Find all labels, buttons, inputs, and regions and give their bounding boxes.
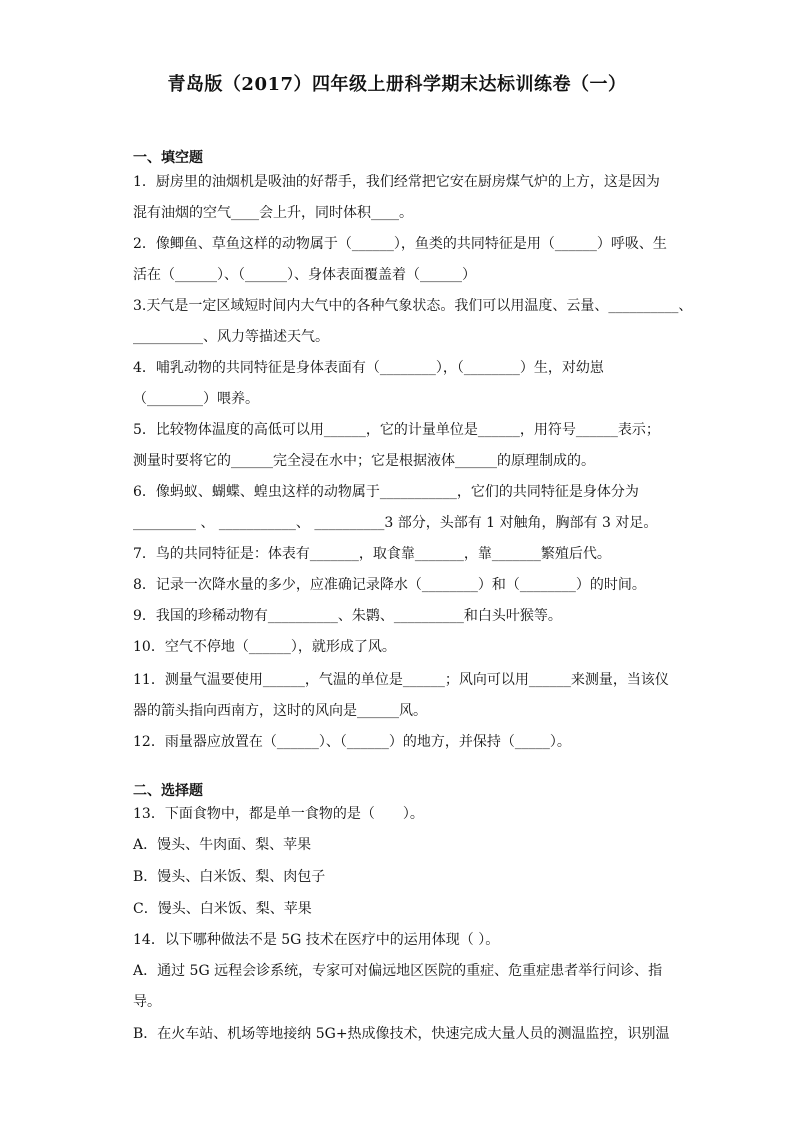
choice-line: 导。 [133,994,161,1010]
question-line: _________ 、 ___________、 __________3 部分，头部有 1 对触角，胸部有 3 对足。 [133,515,658,531]
question-line: 10．空气不停地（______），就形成了风。 [133,639,396,655]
question-line: 8．记录一次降水量的多少，应准确记录降水（________）和（________）的时间。 [133,577,646,593]
page-title: 青岛版（2017）四年级上册科学期末达标训练卷（一） [167,74,627,95]
question-line: 3.天气是一定区域短时间内大气中的各种气象状态。我们可以用温度、云量、__________、 [133,298,693,314]
section-heading-choice: 二、选择题 [133,783,203,799]
choice-line: C．馒头、白米饭、梨、苹果 [133,901,312,917]
question-line: 测量时要将它的______完全浸在水中；它是根据液体______的原理制成的。 [133,453,595,469]
question-line: 11．测量气温要使用______，气温的单位是______；风向可以用______来测量，当该仪 [133,672,669,688]
question-line: 器的箭头指向西南方，这时的风向是______风。 [133,703,427,719]
question-line: 活在（______）、（______）、身体表面覆盖着（______） [133,267,476,283]
choice-line: A．馒头、牛肉面、梨、苹果 [133,837,312,853]
question-line: 7．鸟的共同特征是：体表有_______，取食靠_______，靠_______繁殖后代。 [133,546,611,562]
question-line: __________、风力等描述天气。 [133,329,329,345]
question-line: 9．我国的珍稀动物有__________、朱鹮、__________和白头叶猴等。 [133,608,562,624]
question-line: 2．像鲫鱼、草鱼这样的动物属于（______），鱼类的共同特征是用（______）呼吸、生 [133,236,667,252]
choice-line: B．在火车站、机场等地接纳 5G+热成像技术，快速完成大量人员的测温监控，识别温 [133,1026,670,1042]
choice-line: B．馒头、白米饭、梨、肉包子 [133,869,326,885]
choice-line: 13．下面食物中，都是单一食物的是（ ）。 [133,806,424,822]
question-line: 1．厨房里的油烟机是吸油的好帮手，我们经常把它安在厨房煤气炉的上方，这是因为 [133,174,660,190]
question-line: 4．哺乳动物的共同特征是身体表面有（________），（________）生，对幼崽 [133,360,604,376]
question-line: 6．像蚂蚁、蝴蝶、蝗虫这样的动物属于___________，它们的共同特征是身体分为 [133,484,639,500]
question-line: 12．雨量器应放置在（______）、（______）的地方，并保持（_____）。 [133,734,571,750]
choice-line: 14．以下哪种做法不是 5G 技术在医疗中的运用体现（ ）。 [133,932,500,948]
question-line: 5．比较物体温度的高低可以用______，它的计量单位是______，用符号______表示； [133,422,660,438]
section-heading-fill-blank: 一、填空题 [133,150,203,166]
question-line: （________）喂养。 [133,391,259,407]
question-line: 混有油烟的空气____会上升，同时体积____。 [133,205,413,221]
choice-line: A．通过 5G 远程会诊系统，专家可对偏远地区医院的重症、危重症患者举行问诊、指 [133,963,663,979]
